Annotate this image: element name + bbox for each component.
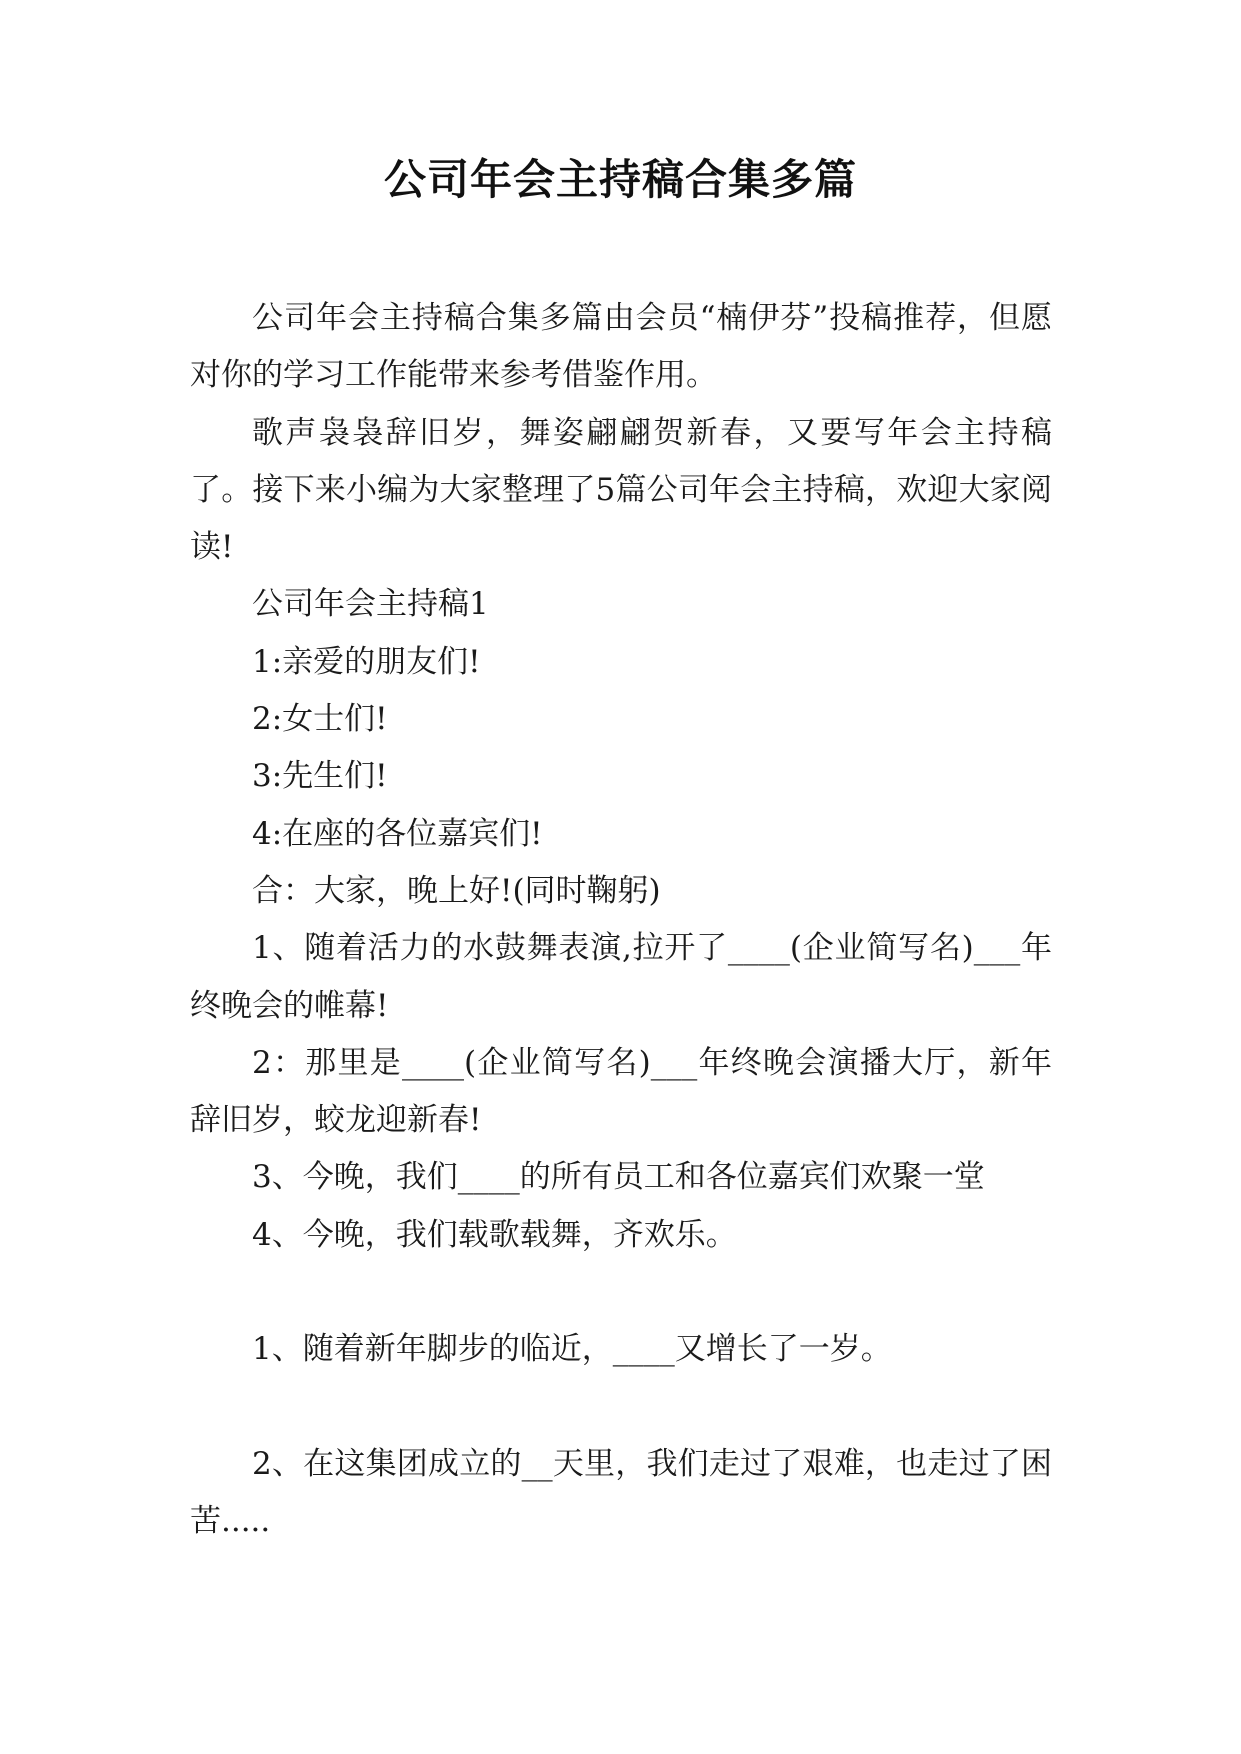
- paragraph-preface: 歌声袅袅辞旧岁，舞姿翩翩贺新春，又要写年会主持稿了。接下来小编为大家整理了5篇公司年会主持稿，欢迎大家阅读!: [190, 414, 1052, 566]
- paragraph-line: 1、随着活力的水鼓舞表演,拉开了____(企业简写名)___年终晚会的帷幕!: [190, 930, 1052, 1024]
- paragraph-line: 3:先生们!: [252, 758, 388, 795]
- paragraph-line: 2：那里是____(企业简写名)___年终晚会演播大厅，新年辞旧岁，蛟龙迎新春!: [190, 1044, 1052, 1139]
- document-title: 公司年会主持稿合集多篇: [383, 155, 857, 204]
- paragraph-line: 4、今晚，我们载歌载舞，齐欢乐。: [252, 1216, 737, 1253]
- paragraph-intro: 公司年会主持稿合集多篇由会员“楠伊芬”投稿推荐，但愿对你的学习工作能带来参考借鉴作用。: [190, 300, 1052, 394]
- paragraph-line: 2、在这集团成立的__天里，我们走过了艰难，也走过了困苦.....: [190, 1445, 1052, 1540]
- paragraph-section-heading: 公司年会主持稿1: [252, 586, 489, 623]
- paragraph-line: 3、今晚，我们____的所有员工和各位嘉宾们欢聚一堂: [252, 1159, 985, 1196]
- paragraph-line: 2:女士们!: [252, 701, 388, 738]
- paragraph-line: 1:亲爱的朋友们!: [252, 643, 481, 680]
- paragraph-line: 1、随着新年脚步的临近，____又增长了一岁。: [252, 1331, 892, 1368]
- paragraph-line: 合：大家，晚上好!(同时鞠躬): [252, 872, 661, 909]
- blank-line: [190, 1379, 1052, 1436]
- paragraph-line: 4:在座的各位嘉宾们!: [252, 815, 543, 852]
- document-body: [190, 290, 1052, 1551]
- blank-line: [190, 1264, 1052, 1321]
